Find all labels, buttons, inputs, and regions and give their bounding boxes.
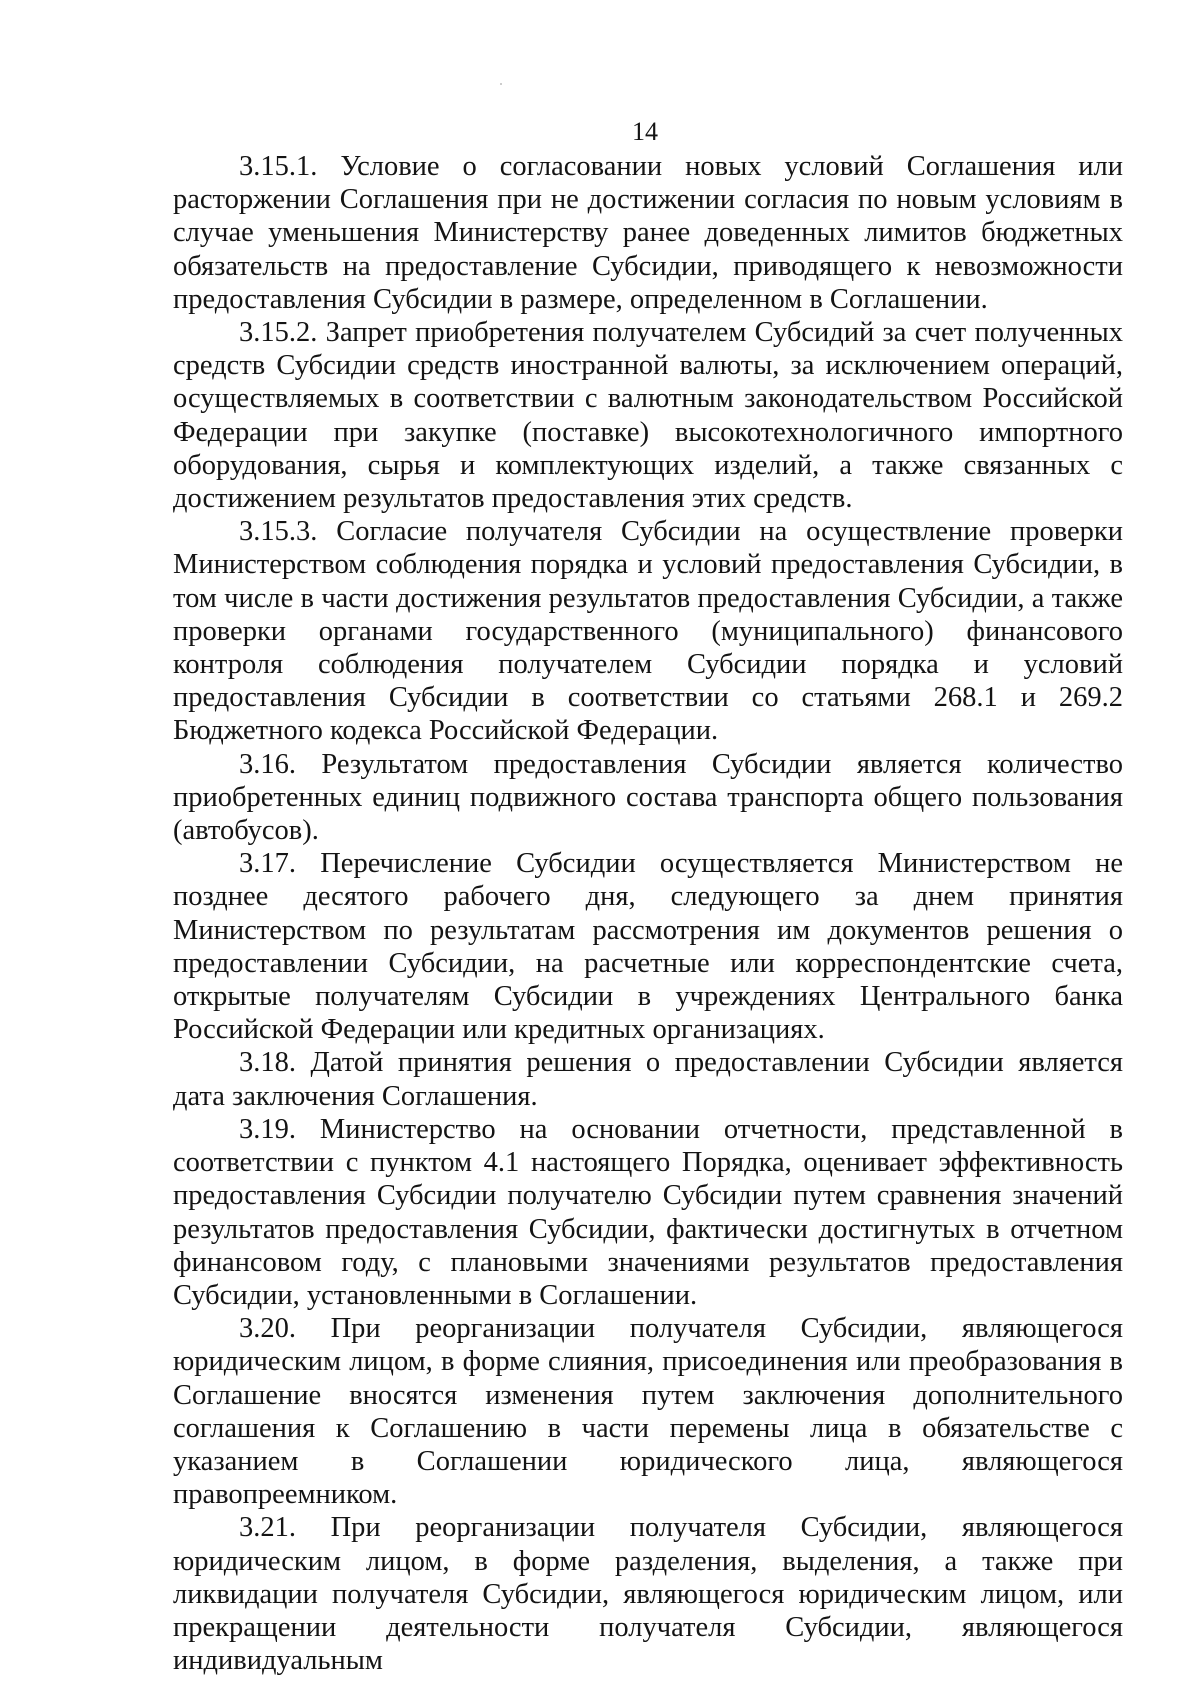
paragraph-3-19: 3.19. Министерство на основании отчетности, представленной в соответствии с пунктом 4.1 настоящего Порядка, оценивает эффективность предоставления Субсидии получателю Субсидии путем сравнения значений результатов предоставления Субсидии, фактически достигнутых в отчетном финансовом году, с плановыми значениями результатов предоставления Субсидии, установленными в Соглашении. <box>173 1113 1123 1311</box>
paragraph-3-17: 3.17. Перечисление Субсидии осуществляется Министерством не позднее десятого рабочего дня, следующего за днем принятия Министерством по результатам рассмотрения им документов решения о предоставлении Субсидии, на расчетные или корреспондентские счета, открытые получателям Субсидии в учреждениях Центрального банка Российской Федерации или кредитных организациях. <box>173 848 1123 1046</box>
paragraph-3-21: 3.21. При реорганизации получателя Субсидии, являющегося юридическим лицом, в форме разделения, выделения, а также при ликвидации получателя Субсидии, являющегося юридическим лицом, или прекращении деятельности получателя Субсидии, являющегося индивидуальным <box>173 1512 1123 1677</box>
paragraph-3-16: 3.16. Результатом предоставления Субсидии является количество приобретенных единиц подвижного состава транспорта общего пользования (автобусов). <box>173 748 1123 847</box>
paragraph-3-18: 3.18. Датой принятия решения о предоставлении Субсидии является дата заключения Соглашения. <box>173 1047 1123 1112</box>
document-body <box>173 150 1123 1677</box>
page-number: 14 <box>632 117 658 146</box>
paragraph-3-15-2: 3.15.2. Запрет приобретения получателем Субсидий за счет полученных средств Субсидии средств иностранной валюты, за исключением операций, осуществляемых в соответствии с валютным законодательством Российской Федерации при закупке (поставке) высокотехнологичного импортного оборудования, сырья и комплектующих изделий, а также связанных с достижением результатов предоставления этих средств. <box>173 317 1123 515</box>
scan-speck <box>500 83 502 85</box>
paragraph-3-15-1: 3.15.1. Условие о согласовании новых условий Соглашения или расторжении Соглашения при не достижении согласия по новым условиям в случае уменьшения Министерству ранее доведенных лимитов бюджетных обязательств на предоставление Субсидии, приводящего к невозможности предоставления Субсидии в размере, определенном в Соглашении. <box>173 151 1123 315</box>
paragraph-3-15-3: 3.15.3. Согласие получателя Субсидии на осуществление проверки Министерством соблюдения порядка и условий предоставления Субсидии, в том числе в части достижения результатов предоставления Субсидии, а также проверки органами государственного (муниципального) финансового контроля соблюдения получателем Субсидии порядка и условий предоставления Субсидии в соответствии со статьями 268.1 и 269.2 Бюджетного кодекса Российской Федерации. <box>173 516 1123 747</box>
paragraph-3-20: 3.20. При реорганизации получателя Субсидии, являющегося юридическим лицом, в форме слияния, присоединения или преобразования в Соглашение вносятся изменения путем заключения дополнительного соглашения к Соглашению в части перемены лица в обязательстве с указанием в Соглашении юридического лица, являющегося правопреемником. <box>173 1313 1123 1511</box>
